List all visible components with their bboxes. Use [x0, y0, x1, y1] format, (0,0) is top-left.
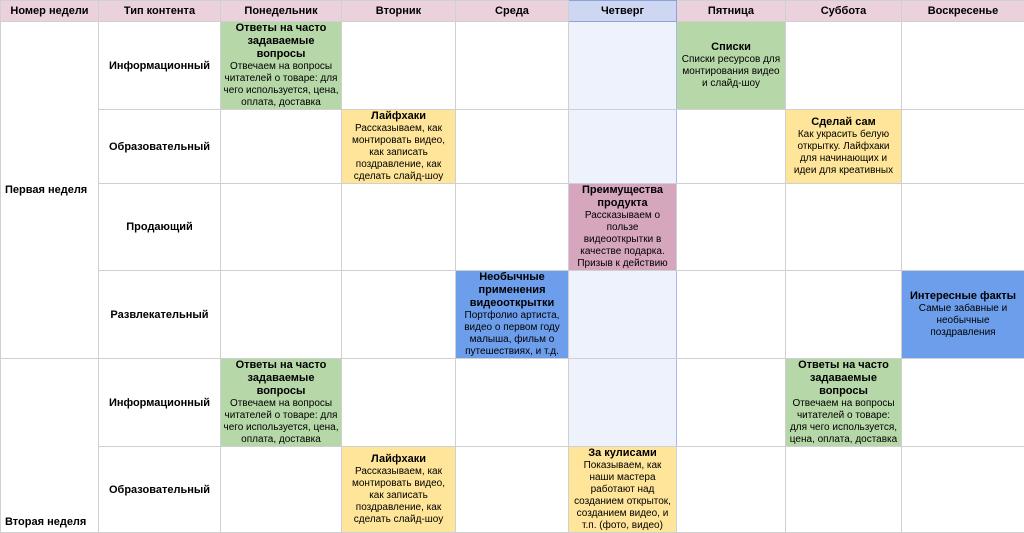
empty-cell[interactable]	[221, 184, 342, 271]
cell-title: Ответы на часто задаваемые вопросы	[223, 359, 339, 398]
cell-title: Преимущества продукта	[571, 184, 674, 210]
empty-cell[interactable]	[677, 271, 786, 359]
cell-desc: Отвечаем на вопросы читателей о товаре: для чего используется, цена, оплата, доставка	[788, 398, 899, 446]
content-cell[interactable]	[456, 271, 569, 359]
content-cell[interactable]	[342, 110, 456, 184]
table-row	[1, 359, 1024, 447]
type-cell[interactable]: Продающий	[99, 184, 221, 271]
cell-title: Ответы на часто задаваемые вопросы	[788, 359, 899, 398]
type-cell[interactable]: Информационный	[99, 22, 221, 110]
cell-desc: Как украсить белую открытку. Лайфхаки для начинающих и идеи для креативных	[788, 129, 899, 177]
empty-cell[interactable]	[342, 271, 456, 359]
cell-title: Лайфхаки	[344, 453, 453, 466]
empty-cell[interactable]	[569, 22, 677, 110]
table-row	[1, 184, 1024, 271]
cell-title: За кулисами	[571, 447, 674, 460]
empty-cell[interactable]	[342, 184, 456, 271]
empty-cell[interactable]	[902, 184, 1024, 271]
empty-cell[interactable]	[677, 110, 786, 184]
empty-cell[interactable]	[569, 271, 677, 359]
content-cell[interactable]	[221, 22, 342, 110]
week-cell-second[interactable]: Вторая неделя	[1, 359, 99, 533]
header-sunday[interactable]: Воскресенье	[902, 1, 1024, 22]
empty-cell[interactable]	[786, 184, 902, 271]
empty-cell[interactable]	[786, 271, 902, 359]
cell-title: Интересные факты	[904, 290, 1022, 303]
cell-desc: Портфолио артиста, видео о первом году малыша, фильм о путешествиях, и т.д.	[458, 310, 566, 358]
empty-cell[interactable]	[902, 22, 1024, 110]
content-cell[interactable]	[569, 184, 677, 271]
content-cell[interactable]	[786, 359, 902, 447]
header-monday[interactable]: Понедельник	[221, 1, 342, 22]
table-row	[1, 271, 1024, 359]
empty-cell[interactable]	[456, 22, 569, 110]
empty-cell[interactable]	[456, 110, 569, 184]
cell-desc: Рассказываем, как монтировать видео, как записать поздравление, как сделать слайд-шоу	[344, 466, 453, 526]
content-cell[interactable]	[786, 110, 902, 184]
empty-cell[interactable]	[221, 110, 342, 184]
type-cell[interactable]: Информационный	[99, 359, 221, 447]
cell-desc: Отвечаем на вопросы читателей о товаре: для чего используется, цена, оплата, доставка	[223, 61, 339, 109]
type-cell[interactable]: Образовательный	[99, 110, 221, 184]
header-tuesday[interactable]: Вторник	[342, 1, 456, 22]
content-cell[interactable]	[221, 359, 342, 447]
empty-cell[interactable]	[456, 184, 569, 271]
cell-desc: Рассказываем о пользе видеооткрытки в качестве подарка. Призыв к действию	[571, 210, 674, 270]
empty-cell[interactable]	[902, 110, 1024, 184]
type-cell[interactable]: Образовательный	[99, 447, 221, 533]
header-week[interactable]: Номер недели	[1, 1, 99, 22]
cell-desc: Самые забавные и необычные поздравления	[904, 303, 1022, 339]
cell-desc: Отвечаем на вопросы читателей о товаре: для чего используется, цена, оплата, доставка	[223, 398, 339, 446]
header-saturday[interactable]: Суббота	[786, 1, 902, 22]
empty-cell[interactable]	[677, 184, 786, 271]
empty-cell[interactable]	[902, 359, 1024, 447]
cell-title: Сделай сам	[788, 116, 899, 129]
cell-title: Необычные применения видеооткрытки	[458, 271, 566, 310]
table-row	[1, 110, 1024, 184]
cell-desc: Показываем, как наши мастера работают над созданием открыток, созданием видео, и т.п. (фото, видео)	[571, 460, 674, 532]
header-type[interactable]: Тип контента	[99, 1, 221, 22]
header-thursday[interactable]: Четверг	[569, 1, 677, 22]
empty-cell[interactable]	[569, 110, 677, 184]
header-friday[interactable]: Пятница	[677, 1, 786, 22]
empty-cell[interactable]	[342, 22, 456, 110]
empty-cell[interactable]	[221, 271, 342, 359]
cell-title: Ответы на часто задаваемые вопросы	[223, 22, 339, 61]
empty-cell[interactable]	[342, 359, 456, 447]
cell-desc: Списки ресурсов для монтирования видео и слайд-шоу	[679, 54, 783, 90]
header-row	[1, 1, 1024, 22]
content-cell[interactable]	[677, 22, 786, 110]
empty-cell[interactable]	[677, 359, 786, 447]
empty-cell[interactable]	[569, 359, 677, 447]
empty-cell[interactable]	[786, 22, 902, 110]
type-cell[interactable]: Развлекательный	[99, 271, 221, 359]
week-cell-first[interactable]: Первая неделя	[1, 22, 99, 359]
cell-title: Лайфхаки	[344, 110, 453, 123]
content-cell[interactable]	[902, 271, 1024, 359]
header-wednesday[interactable]: Среда	[456, 1, 569, 22]
cell-desc: Рассказываем, как монтировать видео, как записать поздравление, как сделать слайд-шоу	[344, 123, 453, 183]
cell-title: Списки	[679, 41, 783, 54]
empty-cell[interactable]	[456, 359, 569, 447]
table-row	[1, 22, 1024, 110]
